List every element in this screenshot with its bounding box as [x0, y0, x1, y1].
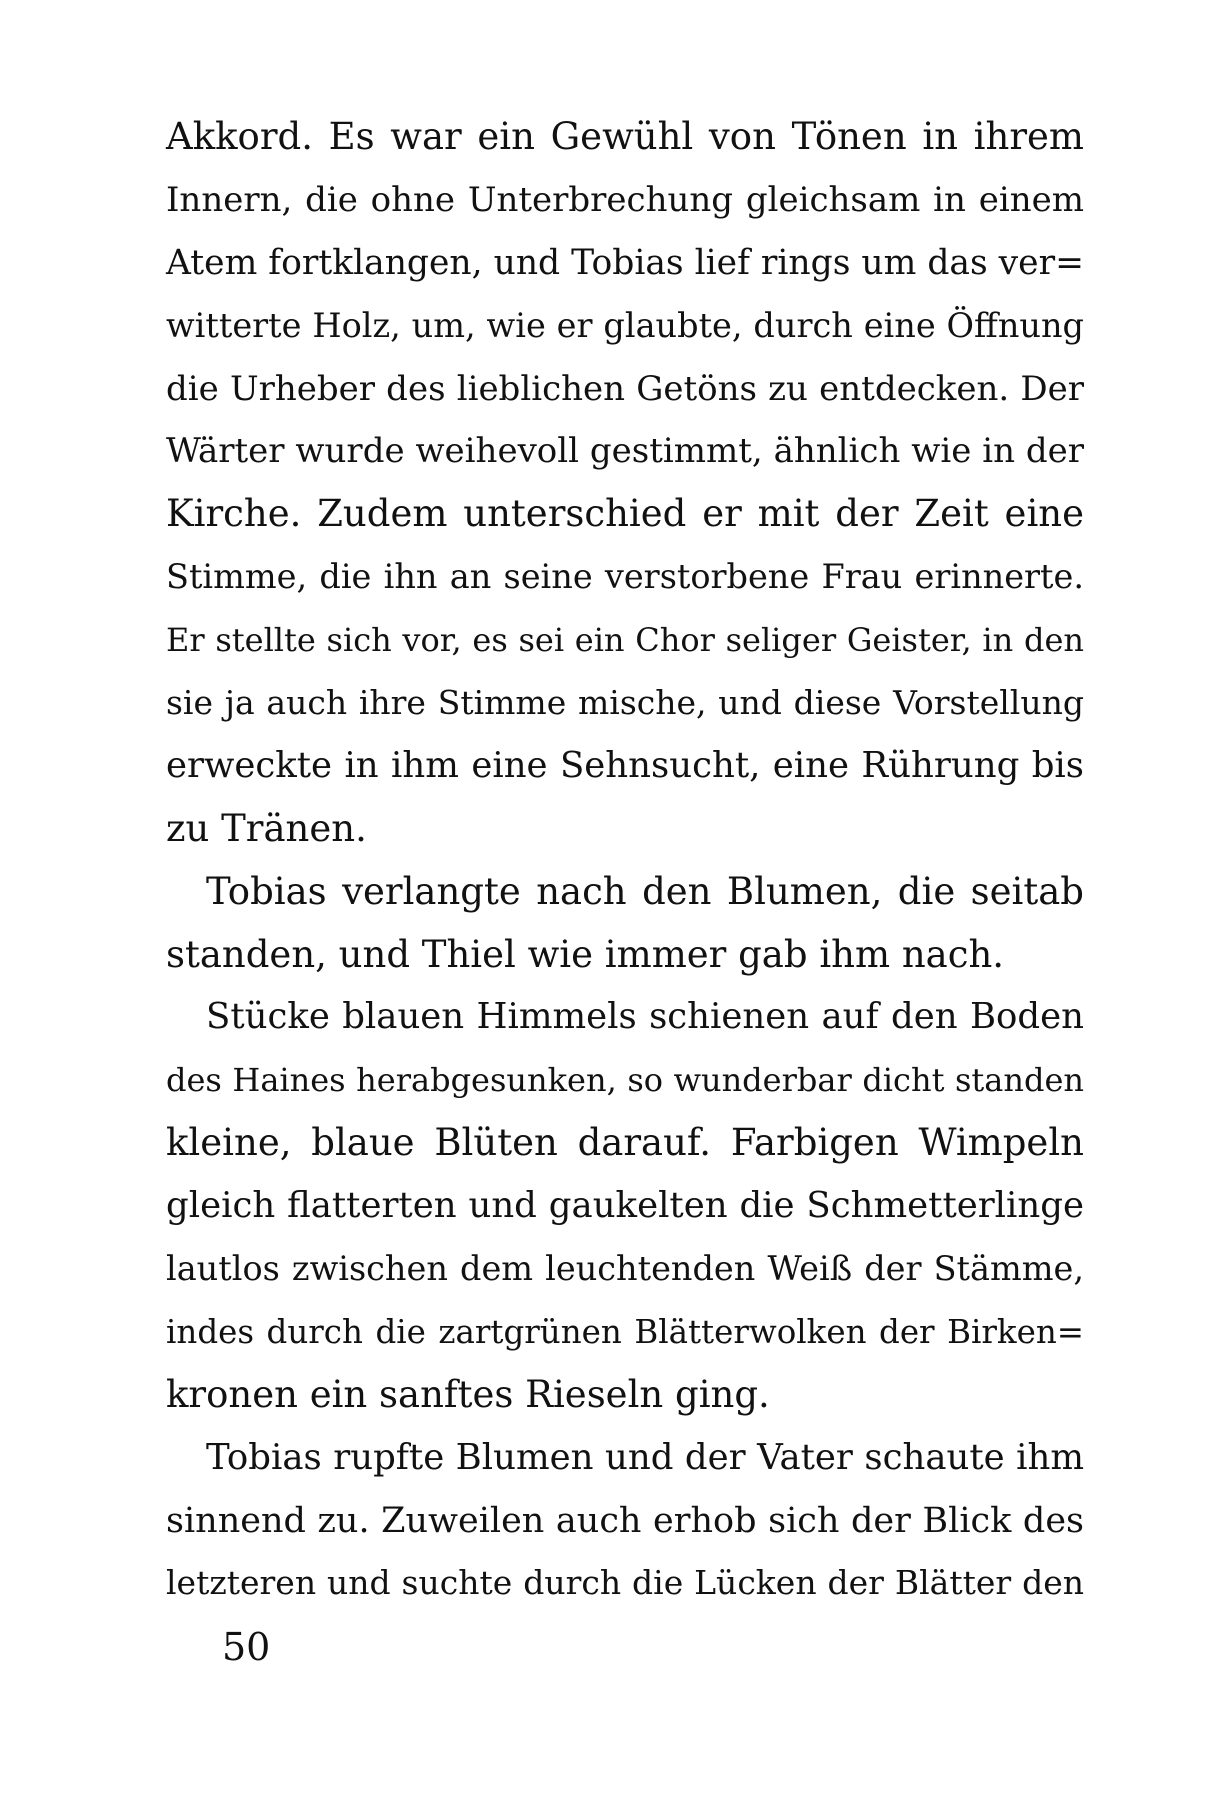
text-line: kronen ein sanftes Rieseln ging. [166, 1372, 770, 1416]
text-line: Innern, die ohne Unterbrechung gleichsam in einem [166, 179, 1084, 220]
text-line: Tobias rupfte Blumen und der Vater schaute ihm [206, 1436, 1084, 1478]
text-line: Wärter wurde weihevoll gestimmt, ähnlich wie in der [166, 431, 1084, 472]
text-line: gleich flatterten und gaukelten die Schmetterlinge [166, 1185, 1084, 1227]
text-line: Tobias verlangte nach den Blumen, die seitab [206, 869, 1084, 913]
body-text [166, 106, 1084, 1615]
text-line: zu Tränen. [166, 806, 367, 850]
text-line: erweckte in ihm eine Sehnsucht, eine Rührung bis [166, 744, 1084, 786]
text-line: sinnend zu. Zuweilen auch erhob sich der Blick des [166, 1500, 1084, 1541]
text-line: kleine, blaue Blüten darauf. Farbigen Wimpeln [166, 1121, 1084, 1165]
text-line: Akkord. Es war ein Gewühl von Tönen in ihrem [166, 115, 1084, 158]
text-line: die Urheber des lieblichen Getöns zu entdecken. Der [166, 368, 1084, 409]
text-line: Kirche. Zudem unterschied er mit der Zeit eine [166, 492, 1084, 536]
text-line: sie ja auch ihre Stimme mische, und diese Vorstellung [166, 683, 1084, 723]
text-line: witterte Holz, um, wie er glaubte, durch eine Öffnung [166, 305, 1084, 345]
text-line: letzteren und suchte durch die Lücken der Blätter den [166, 1563, 1084, 1603]
text-line: Er stellte sich vor, es sei ein Chor seliger Geister, in den [166, 621, 1084, 660]
text-line: lautlos zwischen dem leuchtenden Weiß der Stämme, [166, 1249, 1084, 1289]
page-number: 50 [222, 1625, 271, 1669]
text-line: Atem fortklangen, und Tobias lief rings um das ver= [166, 242, 1084, 283]
text-line: Stimme, die ihn an seine verstorbene Frau erinnerte. [166, 557, 1084, 597]
text-line: Stücke blauen Himmels schienen auf den Boden [206, 996, 1084, 1038]
text-line: standen, und Thiel wie immer gab ihm nach. [166, 932, 1005, 976]
text-line: des Haines herabgesunken, so wunderbar dicht standen [166, 1061, 1084, 1100]
text-line: indes durch die zartgrünen Blätterwolken der Birken= [166, 1312, 1084, 1351]
